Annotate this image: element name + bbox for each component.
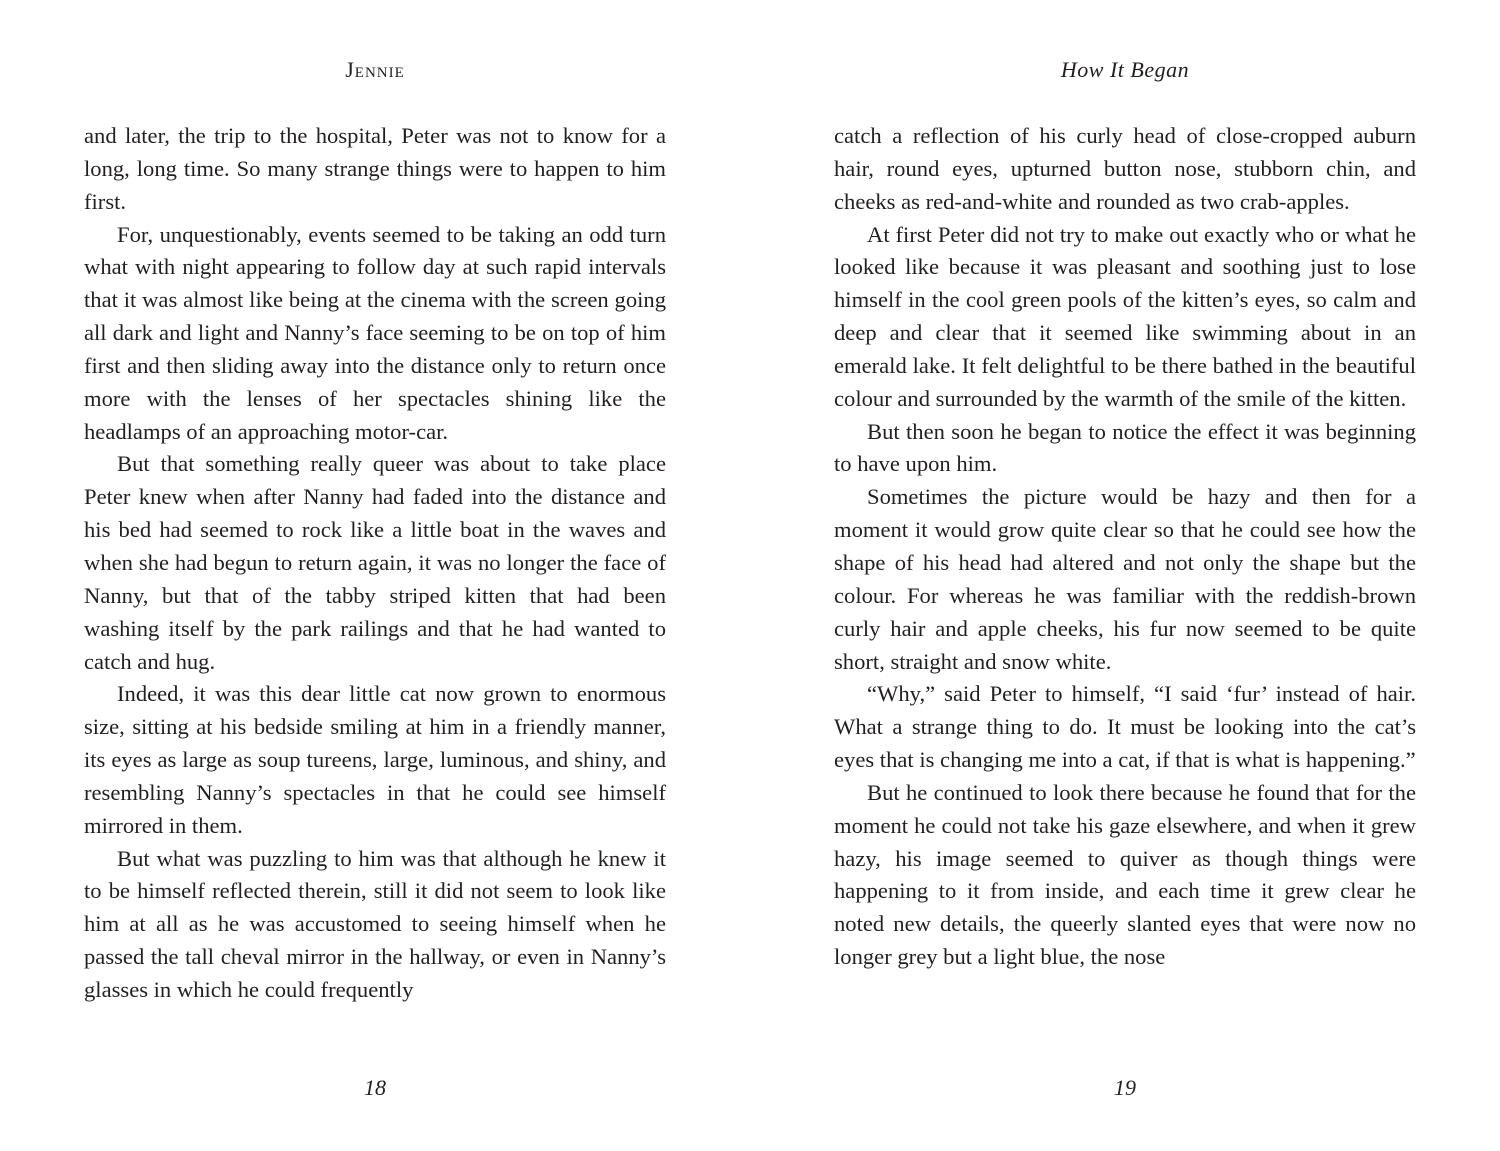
paragraph: catch a reflection of his curly head of close-cropped auburn hair, round eyes, upturned button nose, stubborn chin, and cheeks as red-and-white and rounded as two crab-apples.: [834, 123, 1416, 214]
running-head-chapter-title: How It Began: [1060, 57, 1190, 82]
paragraph: But that something really queer was about to take place Peter knew when after Nanny had faded into the distance and his bed had seemed to rock like a little boat in the waves and when she had begun to return again, it was no longer the face of Nanny, but that of the tabby striped kitten that had been washing itself by the park railings and that he had wanted to catch and hug.: [84, 451, 666, 674]
right-page: [834, 0, 1416, 1151]
page-number: 18: [364, 1075, 386, 1100]
running-head-book-title: Jennie: [345, 57, 405, 82]
paragraph: Indeed, it was this dear little cat now grown to enormous size, sitting at his bedside smiling at him in a friendly manner, its eyes as large as soup tureens, large, luminous, and shiny, and resembling Nanny’s spectacles in that he could see himself mirrored in them.: [84, 681, 666, 838]
paragraph: For, unquestionably, events seemed to be taking an odd turn what with night appearing to follow day at such rapid intervals that it was almost like being at the cinema with the screen going all dark and light and Nanny’s face seeming to be on top of him first and then sliding away into the distance only to return once more with the lenses of her spectacles shining like the headlamps of an approaching motor-car.: [84, 221, 666, 444]
paragraph: But what was puzzling to him was that although he knew it to be himself reflected therein, still it did not seem to look like him at all as he was accustomed to seeing himself when he passed the tall cheval mirror in the hallway, or even in Nanny’s glasses in which he could frequently: [84, 845, 666, 1002]
left-page: [84, 0, 666, 1151]
paragraph: and later, the trip to the hospital, Peter was not to know for a long, long time. So many strange things were to happen to him first.: [84, 123, 666, 214]
page-number: 19: [1114, 1075, 1136, 1100]
paragraph: “Why,” said Peter to himself, “I said ‘fur’ instead of hair. What a strange thing to do. It must be looking into the cat’s eyes that is changing me into a cat, if that is what is happening.”: [834, 681, 1416, 773]
right-text-block: [834, 120, 1416, 974]
paragraph: Sometimes the picture would be hazy and then for a moment it would grow quite clear so that he could see how the shape of his head had altered and not only the shape but the colour. For whereas he was familiar with the reddish-brown curly hair and apple cheeks, his fur now seemed to be quite short, straight and snow white.: [834, 484, 1416, 674]
left-text-block: [84, 120, 666, 1007]
paragraph: But then soon he began to notice the effect it was beginning to have upon him.: [834, 418, 1416, 477]
paragraph: At first Peter did not try to make out exactly who or what he looked like because it was pleasant and soothing just to lose himself in the cool green pools of the kitten’s eyes, so calm and deep and clear that it seemed like swimming about in an emerald lake. It felt delightful to be there bathed in the beautiful colour and surrounded by the warmth of the smile of the kitten.: [834, 221, 1416, 411]
paragraph: But he continued to look there because he found that for the moment he could not take his gaze elsewhere, and when it grew hazy, his image seemed to quiver as though things were happening to it from inside, and each time it grew clear he noted new details, the queerly slanted eyes that were now no longer grey but a light blue, the nose: [834, 779, 1416, 970]
